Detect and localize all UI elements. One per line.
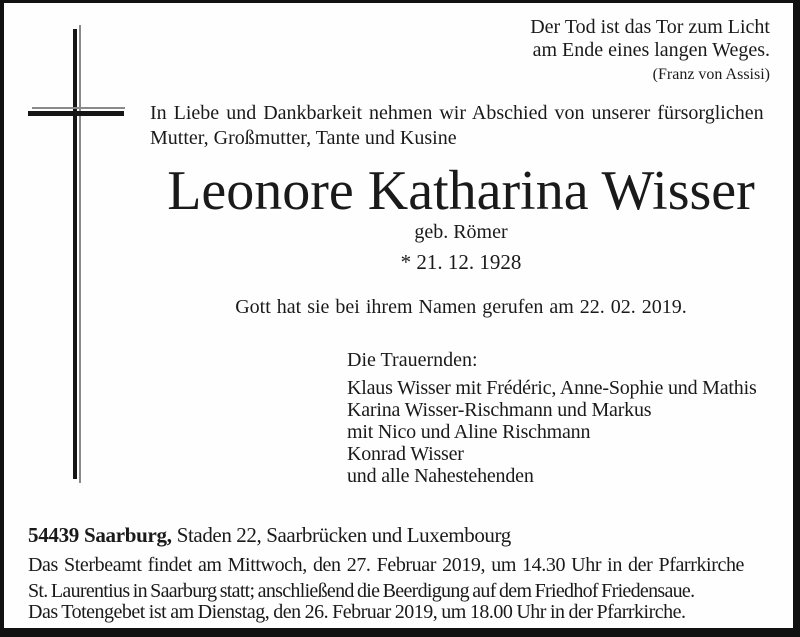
address-city: 54439 Saarburg, — [28, 523, 172, 547]
cross-vertical-thick-bar — [73, 29, 77, 479]
mourners-heading: Die Trauernden: — [347, 349, 478, 371]
mourner-line: mit Nico und Aline Rischmann — [347, 421, 591, 443]
funeral-service-paragraph — [28, 552, 772, 604]
mourner-line: Klaus Wisser mit Frédéric, Anne-Sophie und Mathis — [347, 377, 757, 399]
cross-icon — [0, 0, 140, 500]
mourners-list — [347, 377, 777, 487]
death-announcement-line: Gott hat sie bei ihrem Namen gerufen am 22. 02. 2019. — [235, 296, 687, 318]
funeral-service-line-2: St. Laurentius in Saarburg statt; anschließend die Beerdigung auf dem Friedhof Friedensaue. — [28, 580, 695, 602]
cross-horizontal-thin-bar — [32, 107, 125, 109]
epigraph-quote-line-1: Der Tod ist das Tor zum Licht — [530, 16, 770, 38]
mourner-line: Karina Wisser-Rischmann und Markus — [347, 399, 652, 421]
epigraph-attribution: (Franz von Assisi) — [652, 66, 770, 83]
prayer-line: Das Totengebet ist am Dienstag, den 26. Februar 2019, um 18.00 Uhr in der Pfarrkirche. — [28, 601, 686, 623]
address-line — [28, 523, 772, 548]
mourner-line: Konrad Wisser — [347, 443, 464, 465]
mourner-line: und alle Nahestehenden — [347, 465, 534, 487]
cross-horizontal-thick-bar — [28, 111, 124, 116]
deceased-name: Leonore Katharina Wisser — [167, 160, 755, 222]
cross-vertical-thin-bar — [79, 25, 81, 483]
epigraph-quote-line-2: am Ende eines langen Weges. — [532, 39, 770, 61]
frame-border-right — [793, 0, 800, 637]
farewell-intro-line-2: Mutter, Großmutter, Tante und Kusine — [150, 127, 457, 149]
birth-date: * 21. 12. 1928 — [400, 250, 522, 274]
address-details: Staden 22, Saarbrücken und Luxembourg — [176, 523, 511, 547]
farewell-intro — [150, 101, 772, 151]
funeral-service-line-1: Das Sterbeamt findet am Mittwoch, den 27. Februar 2019, um 14.30 Uhr in der Pfarrkirche — [28, 554, 745, 576]
epigraph-quote — [530, 16, 770, 85]
frame-border-bottom — [0, 628, 800, 637]
maiden-name: geb. Römer — [414, 221, 508, 243]
farewell-intro-line-1: In Liebe und Dankbarkeit nehmen wir Abschied von unserer fürsorglichen — [150, 102, 764, 124]
